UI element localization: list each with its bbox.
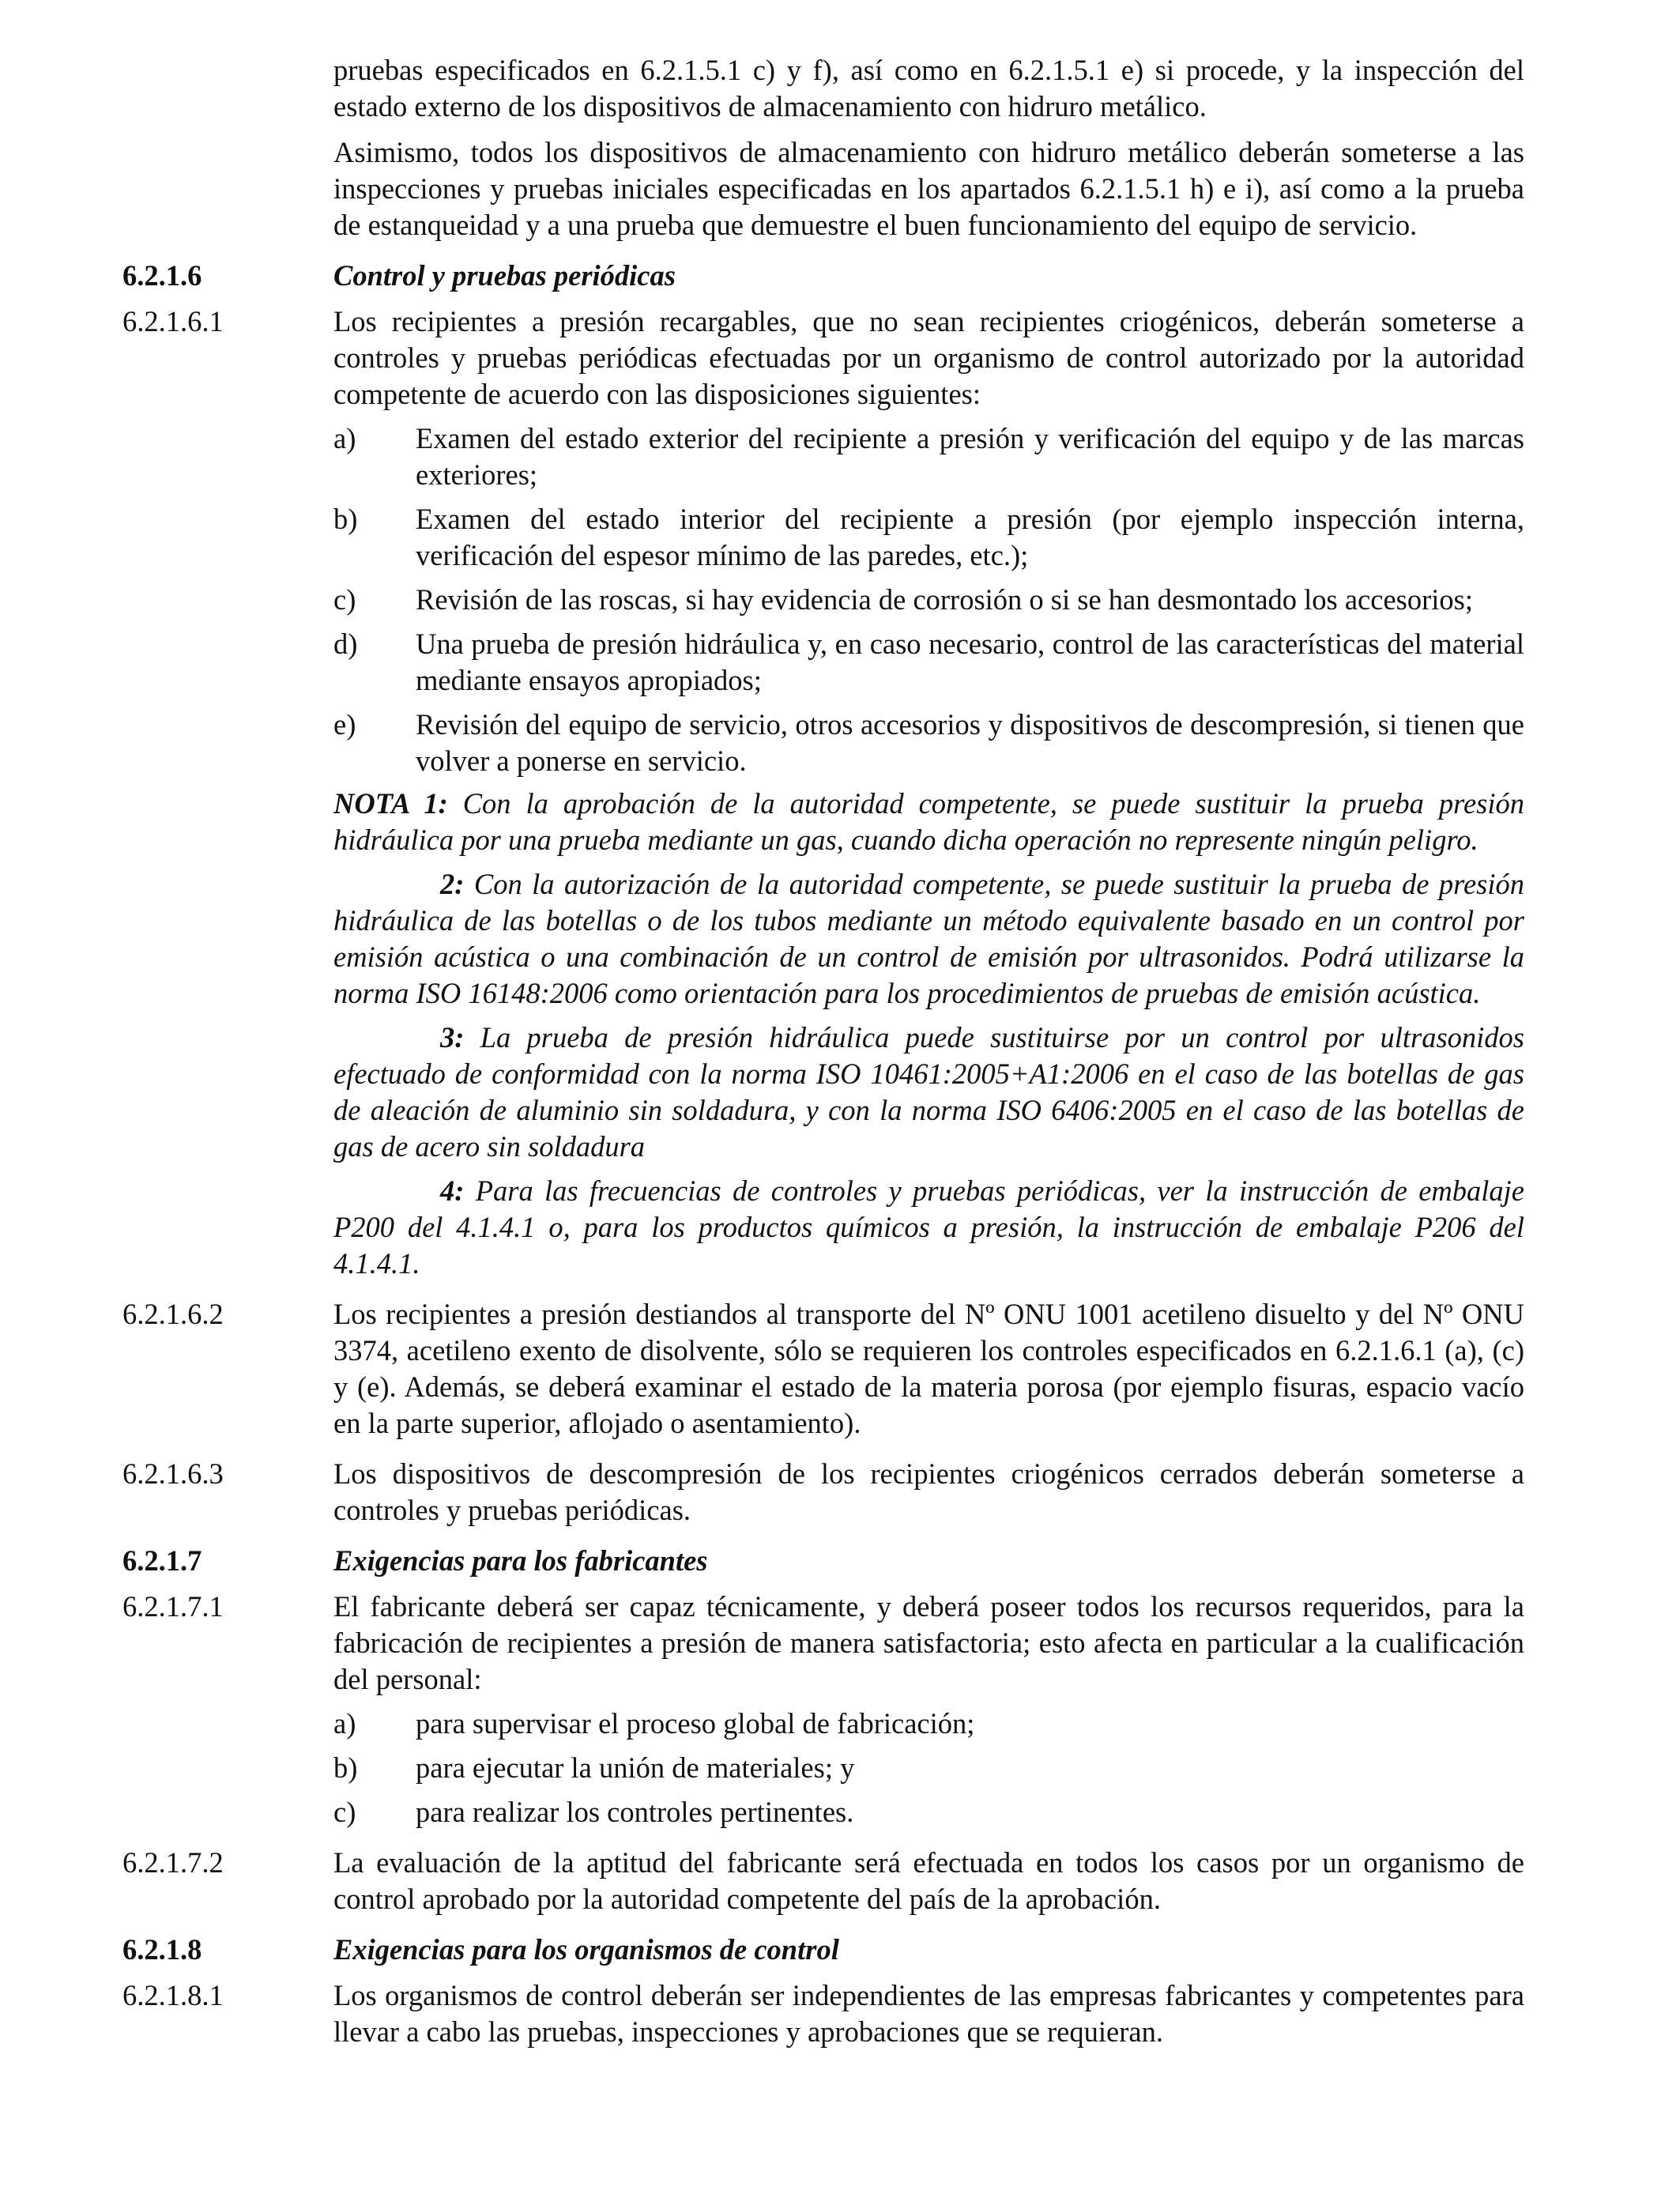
list-text: Una prueba de presión hidráulica y, en caso necesario, control de las características del material mediante ensayos apropiados; xyxy=(416,628,1524,696)
list-item xyxy=(333,501,1524,574)
section-number: 6.2.1.6 xyxy=(122,259,202,292)
paragraph-text: El fabricante deberá ser capaz técnicamente, y deberá poseer todos los recursos requeridos, para la fabricación de recipientes a presión de manera satisfactoria; esto afecta en particular a la cualificación del personal: xyxy=(333,1590,1524,1695)
paragraph-number: 6.2.1.6.2 xyxy=(122,1298,224,1330)
note-label: 4: xyxy=(440,1174,465,1207)
note-text: La prueba de presión hidráulica puede sustituirse por un control por ultrasonidos efectuado de conformidad con la norma ISO 10461:2005+A1:2006 en el caso de las botellas de gas de aleación de aluminio sin soldadura, y con la norma ISO 6406:2005 en el caso de las botellas de gas de acero sin soldadura xyxy=(333,1021,1525,1163)
paragraph-6-2-1-7-1 xyxy=(122,1589,1524,1698)
note-label: 2: xyxy=(440,868,465,900)
list-text: para supervisar el proceso global de fabricación; xyxy=(416,1707,975,1740)
list-text: Revisión de las roscas, si hay evidencia de corrosión o si se han desmontado los accesorios; xyxy=(416,583,1474,616)
paragraph-6-2-1-7-2 xyxy=(122,1845,1524,1917)
paragraph-text: Los recipientes a presión destiandos al transporte del Nº ONU 1001 acetileno disuelto y del Nº ONU 3374, acetileno exento de disolvente, sólo se requieren los controles especificados en 6.2.1.6.1 (a), (c) y (e). Además, se deberá examinar el estado de la materia porosa (por ejemplo fisuras, espacio vacío en la parte superior, aflojado o asentamiento). xyxy=(333,1298,1524,1439)
section-6-2-1-7-heading xyxy=(122,1543,1524,1579)
note-label: NOTA 1: xyxy=(333,787,448,820)
list-label: e) xyxy=(333,708,356,741)
section-title: Control y pruebas periódicas xyxy=(333,259,676,292)
list-item xyxy=(333,1794,1524,1830)
list-label: c) xyxy=(333,583,356,616)
list-label: b) xyxy=(333,503,358,535)
list-text: Examen del estado interior del recipiente a presión (por ejemplo inspección interna, verificación del espesor mínimo de las paredes, etc.); xyxy=(416,503,1524,571)
paragraph-text: La evaluación de la aptitud del fabricante será efectuada en todos los casos por un organismo de control aprobado por la autoridad competente del país de la aprobación. xyxy=(333,1846,1524,1915)
note-1 xyxy=(333,786,1524,858)
intro-paragraph-2: Asimismo, todos los dispositivos de almacenamiento con hidruro metálico deberán someterse a las inspecciones y pruebas iniciales especificadas en los apartados 6.2.1.5.1 h) e i), así como a la prueba de estanqueidad y a una prueba que demuestre el buen funcionamiento del equipo de servicio. xyxy=(333,136,1524,241)
document-page xyxy=(122,52,1524,2050)
paragraph-6-2-1-6-2 xyxy=(122,1296,1524,1442)
section-6-2-1-6-heading xyxy=(122,258,1524,294)
paragraph-6-2-1-6-3 xyxy=(122,1456,1524,1529)
list-item xyxy=(333,582,1524,618)
note-text: Con la aprobación de la autoridad competente, se puede sustituir la prueba presión hidráulica por una prueba mediante un gas, cuando dicha operación no represente ningún peligro. xyxy=(333,787,1524,856)
paragraph-number: 6.2.1.7.1 xyxy=(122,1590,224,1623)
list-item xyxy=(333,707,1524,779)
intro-paragraph-1: pruebas especificados en 6.2.1.5.1 c) y f), así como en 6.2.1.5.1 e) si procede, y la inspección del estado externo de los dispositivos de almacenamiento con hidruro metálico. xyxy=(333,54,1524,123)
list-text: Revisión del equipo de servicio, otros accesorios y dispositivos de descompresión, si tienen que volver a ponerse en servicio. xyxy=(416,708,1524,777)
paragraph-number: 6.2.1.8.1 xyxy=(122,1979,224,2011)
list-text: Examen del estado exterior del recipiente a presión y verificación del equipo y de las marcas exteriores; xyxy=(416,422,1524,491)
list-label: a) xyxy=(333,1707,356,1740)
note-3 xyxy=(333,1020,1524,1165)
list-item xyxy=(333,1706,1524,1742)
note-text: Para las frecuencias de controles y pruebas periódicas, ver la instrucción de embalaje P200 del 4.1.4.1 o, para los productos químicos a presión, la instrucción de embalaje P206 del 4.1.4.1. xyxy=(333,1174,1525,1280)
note-label: 3: xyxy=(440,1021,465,1054)
paragraph-6-2-1-8-1 xyxy=(122,1977,1524,2050)
section-number: 6.2.1.7 xyxy=(122,1544,202,1577)
paragraph-text: Los organismos de control deberán ser independientes de las empresas fabricantes y competentes para llevar a cabo las pruebas, inspecciones y aprobaciones que se requieran. xyxy=(333,1979,1524,2048)
list-label: c) xyxy=(333,1796,356,1828)
section-title: Exigencias para los fabricantes xyxy=(333,1544,708,1577)
list-item xyxy=(333,420,1524,493)
note-4 xyxy=(333,1173,1524,1282)
paragraph-number: 6.2.1.7.2 xyxy=(122,1846,224,1879)
qualification-list xyxy=(333,1706,1524,1830)
section-6-2-1-8-heading xyxy=(122,1932,1524,1968)
list-item xyxy=(333,626,1524,699)
paragraph-text: Los dispositivos de descompresión de los recipientes criogénicos cerrados deberán someterse a controles y pruebas periódicas. xyxy=(333,1457,1524,1526)
paragraph-number: 6.2.1.6.1 xyxy=(122,305,224,337)
section-title: Exigencias para los organismos de control xyxy=(333,1933,839,1966)
paragraph-number: 6.2.1.6.3 xyxy=(122,1457,224,1490)
section-number: 6.2.1.8 xyxy=(122,1933,202,1966)
note-text: Con la autorización de la autoridad competente, se puede sustituir la prueba de presión hidráulica de las botellas o de los tubos mediante un método equivalente basado en un control por emisión acústica o una combinación de un control de emisión por ultrasonidos. Podrá utilizarse la norma ISO 16148:2006 como orientación para los procedimientos de pruebas de emisión acústica. xyxy=(333,868,1524,1009)
list-label: b) xyxy=(333,1751,358,1784)
paragraph-text: Los recipientes a presión recargables, que no sean recipientes criogénicos, deberán someterse a controles y pruebas periódicas efectuadas por un organismo de control autorizado por la autoridad competente de acuerdo con las disposiciones siguientes: xyxy=(333,305,1524,410)
list-label: a) xyxy=(333,422,356,454)
inspection-list xyxy=(333,420,1524,779)
list-text: para ejecutar la unión de materiales; y xyxy=(416,1751,855,1784)
paragraph-6-2-1-6-1 xyxy=(122,303,1524,413)
list-label: d) xyxy=(333,628,358,660)
list-item xyxy=(333,1750,1524,1786)
list-text: para realizar los controles pertinentes. xyxy=(416,1796,854,1828)
note-2 xyxy=(333,866,1524,1012)
